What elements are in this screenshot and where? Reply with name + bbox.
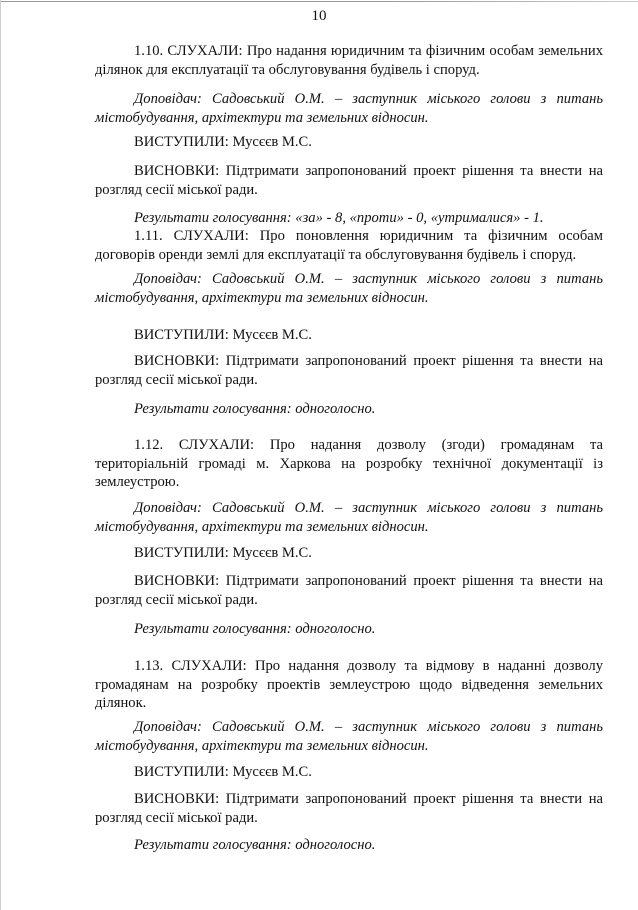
item-1-11-heard: 1.11. СЛУХАЛИ: Про поновлення юридичним та фізичним особам договорів оренди землі для експлуатації та обслуговування будівель і споруд. [95,228,603,263]
item-1-13-spoke: ВИСТУПИЛИ: Мусєєв М.С. [134,764,312,780]
scan-top-border [0,1,638,2]
item-1-13-heard: 1.13. СЛУХАЛИ: Про надання дозволу та відмову в наданні дозволу громадянам на розробку проектів землеустрою щодо відведення земельних ділянок. [95,658,603,711]
page-number: 10 [311,8,327,24]
item-1-11-speaker: Доповідач: Садовський О.М. – заступник міського голови з питань містобудування, архітектури та земельних відносин. [95,271,603,306]
item-1-10-heard: 1.10. СЛУХАЛИ: Про надання юридичним та фізичним особам земельних ділянок для експлуатації та обслуговування будівель і споруд. [95,43,603,78]
item-1-11-spoke: ВИСТУПИЛИ: Мусєєв М.С. [134,327,312,343]
item-1-12-heard: 1.12. СЛУХАЛИ: Про надання дозволу (згоди) громадянам та територіальній громаді м. Харкова на розробку технічної документації із землеустрою. [95,437,603,490]
item-1-12-conclusions: ВИСНОВКИ: Підтримати запропонований проект рішення та внести на розгляд сесії міської ради. [95,573,603,608]
item-1-10-speaker: Доповідач: Садовський О.М. – заступник міського голови з питань містобудування, архітектури та земельних відносин. [95,91,603,126]
item-1-13-speaker: Доповідач: Садовський О.М. – заступник міського голови з питань містобудування, архітектури та земельних відносин. [95,719,603,754]
scan-left-border [0,0,1,910]
item-1-13-conclusions: ВИСНОВКИ: Підтримати запропонований проект рішення та внести на розгляд сесії міської ради. [95,791,603,826]
item-1-11-conclusions: ВИСНОВКИ: Підтримати запропонований проект рішення та внести на розгляд сесії міської ради. [95,353,603,388]
item-1-12-spoke: ВИСТУПИЛИ: Мусєєв М.С. [134,545,312,561]
item-1-11-voting: Результати голосування: одноголосно. [134,401,376,417]
item-1-10-spoke: ВИСТУПИЛИ: Мусєєв М.С. [134,134,312,150]
item-1-12-voting: Результати голосування: одноголосно. [134,621,376,637]
item-1-12-speaker: Доповідач: Садовський О.М. – заступник міського голови з питань містобудування, архітектури та земельних відносин. [95,500,603,535]
item-1-13-voting: Результати голосування: одноголосно. [134,837,376,853]
item-1-10-voting: Результати голосування: «за» - 8, «проти» - 0, «утрималися» - 1. [134,210,544,226]
item-1-10-conclusions: ВИСНОВКИ: Підтримати запропонований проект рішення та внести на розгляд сесії міської ради. [95,163,603,198]
